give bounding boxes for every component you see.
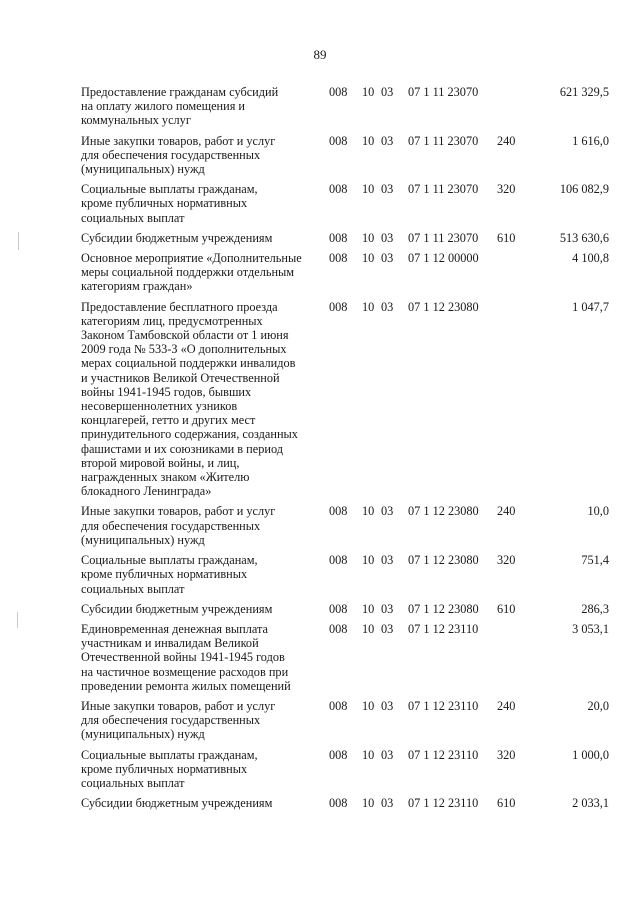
ministry-code: 008 [329, 182, 348, 197]
section-code: 10 [362, 601, 375, 616]
row-name-line: проведении ремонта жилых помещений [81, 678, 291, 693]
row-name-line: Социальные выплаты гражданам, [81, 182, 258, 197]
ministry-code: 008 [329, 621, 348, 636]
row-name-line: второй мировой войны, и лиц, [81, 455, 240, 470]
ministry-code: 008 [329, 299, 348, 314]
row-name-line: кроме публичных нормативных [81, 196, 248, 211]
ministry-code: 008 [329, 504, 348, 519]
table-row [81, 602, 609, 616]
scan-margin-mark [17, 612, 18, 628]
row-name-line: Субсидии бюджетным учреждениям [81, 601, 273, 616]
table-row [81, 553, 609, 596]
section-code: 10 [362, 698, 375, 713]
row-name-line: Единовременная денежная выплата [81, 621, 269, 636]
amount-value: 286,3 [581, 601, 609, 616]
subsection-code: 03 [381, 621, 394, 636]
expense-type-code: 320 [497, 747, 516, 762]
row-name-line: на оплату жилого помещения и [81, 99, 246, 114]
row-name-line: на частичное возмещение расходов при [81, 664, 289, 679]
amount-value: 4 100,8 [572, 251, 609, 266]
row-name-line: участникам и инвалидам Великой [81, 636, 259, 651]
section-code: 10 [362, 299, 375, 314]
row-name-line: награжденных знаком «Жителю [81, 470, 250, 485]
row-name-line: Иные закупки товаров, работ и услуг [81, 698, 276, 713]
row-name-line: блокадного Ленинграда» [81, 484, 212, 499]
ministry-code: 008 [329, 251, 348, 266]
ministry-code: 008 [329, 85, 348, 99]
target-article-code: 07 1 12 23080 [408, 504, 479, 519]
subsection-code: 03 [381, 251, 394, 266]
row-name-line: для обеспечения государственных [81, 518, 261, 533]
section-code: 10 [362, 747, 375, 762]
table-row [81, 796, 609, 810]
row-name-line: принудительного содержания, созданных [81, 427, 298, 442]
expense-type-code: 240 [497, 698, 516, 713]
row-name-line: Законом Тамбовской области от 1 июня [81, 328, 289, 343]
target-article-code: 07 1 12 23080 [408, 299, 479, 314]
row-name-line: концлагерей, гетто и других мест [81, 413, 256, 428]
row-name-line: войны 1941-1945 годов, бывших [81, 384, 252, 399]
target-article-code: 07 1 11 23070 [408, 230, 479, 245]
row-name [81, 622, 321, 693]
scan-margin-mark [18, 232, 19, 250]
table-row [81, 231, 609, 245]
subsection-code: 03 [381, 504, 394, 519]
table-row [81, 251, 609, 294]
section-code: 10 [362, 621, 375, 636]
section-code: 10 [362, 133, 375, 148]
row-name [81, 796, 321, 810]
row-name [81, 553, 321, 596]
target-article-code: 07 1 12 23110 [408, 698, 479, 713]
subsection-code: 03 [381, 182, 394, 197]
row-name-line: кроме публичных нормативных [81, 761, 248, 776]
amount-value: 1 000,0 [572, 747, 609, 762]
expense-type-code: 610 [497, 601, 516, 616]
subsection-code: 03 [381, 698, 394, 713]
section-code: 10 [362, 230, 375, 245]
row-name [81, 85, 321, 128]
subsection-code: 03 [381, 747, 394, 762]
target-article-code: 07 1 11 23070 [408, 85, 479, 99]
row-name-line: социальных выплат [81, 775, 185, 790]
row-name [81, 699, 321, 742]
amount-value: 106 082,9 [559, 182, 609, 197]
expense-type-code: 240 [497, 504, 516, 519]
row-name [81, 300, 321, 499]
table-row [81, 699, 609, 742]
row-name-line: категориям лиц, предусмотренных [81, 313, 263, 328]
ministry-code: 008 [329, 133, 348, 148]
row-name-line: 2009 года № 533-З «О дополнительных [81, 342, 287, 357]
table-row [81, 748, 609, 791]
section-code: 10 [362, 85, 375, 99]
table-row [81, 622, 609, 693]
ministry-code: 008 [329, 796, 348, 811]
amount-value: 1 616,0 [572, 133, 609, 148]
row-name-line: коммунальных услуг [81, 113, 191, 128]
row-name [81, 182, 321, 225]
expense-type-code: 320 [497, 182, 516, 197]
section-code: 10 [362, 796, 375, 811]
target-article-code: 07 1 12 23110 [408, 747, 479, 762]
ministry-code: 008 [329, 601, 348, 616]
row-name-line: (муниципальных) нужд [81, 532, 205, 547]
expense-type-code: 610 [497, 230, 516, 245]
row-name-line: и участников Великой Отечественной [81, 370, 280, 385]
row-name-line: Предоставление гражданам субсидий [81, 85, 279, 99]
target-article-code: 07 1 12 23110 [408, 621, 479, 636]
row-name-line: мерах социальной поддержки инвалидов [81, 356, 296, 371]
row-name-line: Субсидии бюджетным учреждениям [81, 796, 273, 811]
row-name-line: Социальные выплаты гражданам, [81, 747, 258, 762]
amount-value: 513 630,6 [559, 230, 609, 245]
row-name-line: Иные закупки товаров, работ и услуг [81, 504, 276, 519]
amount-value: 2 033,1 [572, 796, 609, 811]
amount-value: 3 053,1 [572, 621, 609, 636]
row-name [81, 602, 321, 616]
row-name-line: Отечественной войны 1941-1945 годов [81, 650, 285, 665]
target-article-code: 07 1 12 23110 [408, 796, 479, 811]
section-code: 10 [362, 251, 375, 266]
target-article-code: 07 1 12 23080 [408, 601, 479, 616]
target-article-code: 07 1 11 23070 [408, 182, 479, 197]
subsection-code: 03 [381, 299, 394, 314]
row-name-line: кроме публичных нормативных [81, 567, 248, 582]
amount-value: 751,4 [581, 553, 609, 568]
expense-type-code: 320 [497, 553, 516, 568]
row-name-line: Основное мероприятие «Дополнительные [81, 251, 302, 266]
expense-type-code: 240 [497, 133, 516, 148]
section-code: 10 [362, 553, 375, 568]
row-name-line: несовершеннолетних узников [81, 399, 238, 414]
page-number: 89 [313, 47, 327, 62]
row-name-line: фашистами и их союзниками в период [81, 441, 284, 456]
section-code: 10 [362, 504, 375, 519]
row-name-line: социальных выплат [81, 581, 185, 596]
row-name [81, 251, 321, 294]
ministry-code: 008 [329, 747, 348, 762]
row-name-line: Социальные выплаты гражданам, [81, 553, 258, 568]
row-name [81, 134, 321, 177]
row-name-line: категориям граждан» [81, 279, 193, 294]
table-row [81, 134, 609, 177]
subsection-code: 03 [381, 230, 394, 245]
row-name [81, 504, 321, 547]
subsection-code: 03 [381, 133, 394, 148]
row-name-line: меры социальной поддержки отдельным [81, 265, 295, 280]
row-name-line: для обеспечения государственных [81, 713, 261, 728]
row-name-line: Иные закупки товаров, работ и услуг [81, 133, 276, 148]
table-row [81, 300, 609, 499]
amount-value: 1 047,7 [572, 299, 609, 314]
target-article-code: 07 1 12 23080 [408, 553, 479, 568]
amount-value: 10,0 [587, 504, 609, 519]
subsection-code: 03 [381, 601, 394, 616]
target-article-code: 07 1 11 23070 [408, 133, 479, 148]
expense-type-code: 610 [497, 796, 516, 811]
amount-value: 621 329,5 [559, 85, 609, 99]
table-row [81, 85, 609, 128]
row-name-line: для обеспечения государственных [81, 147, 261, 162]
subsection-code: 03 [381, 796, 394, 811]
row-name-line: (муниципальных) нужд [81, 727, 205, 742]
row-name [81, 748, 321, 791]
row-name-line: социальных выплат [81, 210, 185, 225]
row-name-line: Предоставление бесплатного проезда [81, 299, 278, 314]
row-name-line: Субсидии бюджетным учреждениям [81, 230, 273, 245]
ministry-code: 008 [329, 698, 348, 713]
row-name-line: (муниципальных) нужд [81, 162, 205, 177]
table-row [81, 182, 609, 225]
target-article-code: 07 1 12 00000 [408, 251, 479, 266]
table-row [81, 504, 609, 547]
subsection-code: 03 [381, 553, 394, 568]
row-name [81, 231, 321, 245]
budget-table [81, 85, 609, 816]
subsection-code: 03 [381, 85, 394, 99]
ministry-code: 008 [329, 553, 348, 568]
ministry-code: 008 [329, 230, 348, 245]
amount-value: 20,0 [587, 698, 609, 713]
section-code: 10 [362, 182, 375, 197]
